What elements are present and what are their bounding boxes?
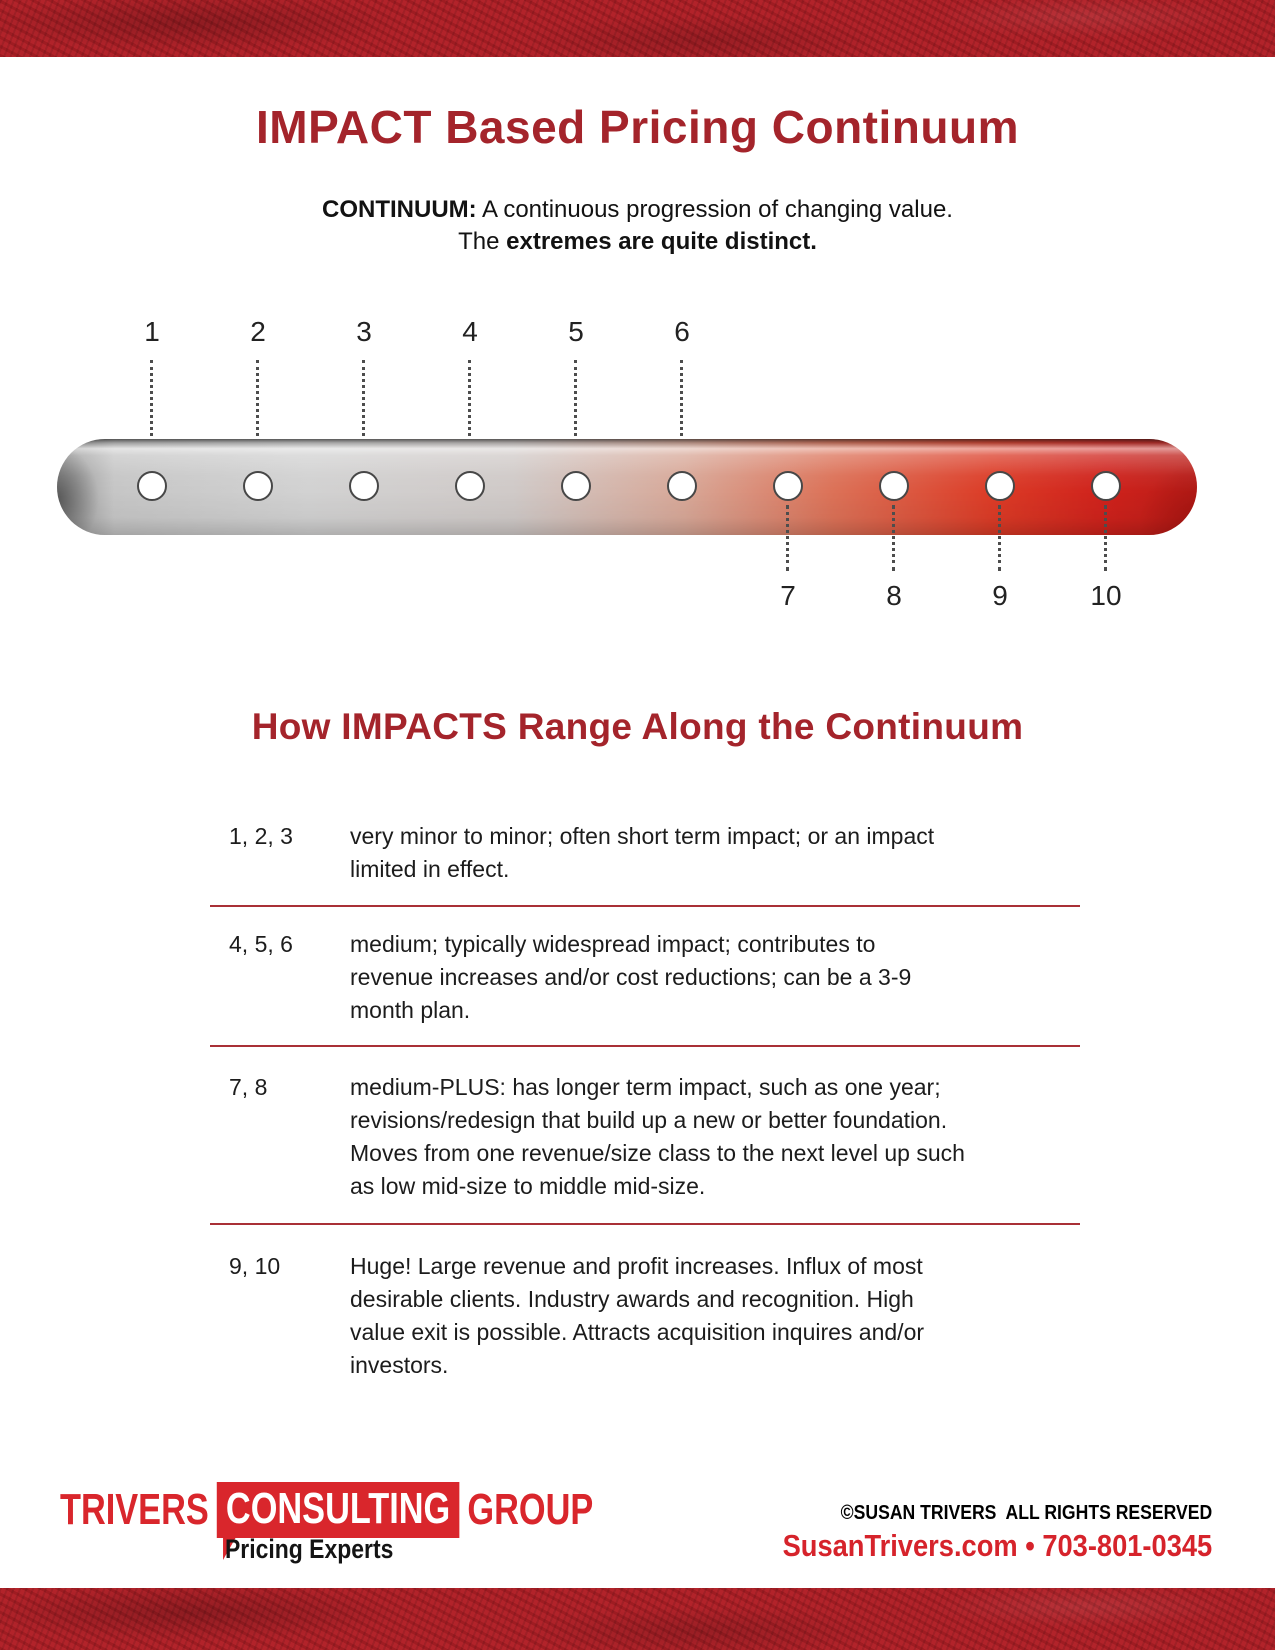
logo-word-trivers: TRIVERS: [60, 1485, 209, 1534]
impact-range-label: 9, 10: [229, 1253, 281, 1279]
subtitle-line2: [458, 228, 817, 255]
impact-range-label: 4, 5, 6: [229, 931, 293, 957]
description-line: Huge! Large revenue and profit increases. Influx of most: [350, 1253, 923, 1279]
scale-label-1: 1: [144, 316, 160, 347]
scale-label-5: 5: [568, 316, 584, 347]
continuum-dot-5: [561, 471, 591, 501]
impact-row-7-8: [210, 1071, 1080, 1203]
scale-label-4: 4: [462, 316, 478, 347]
impact-description: [350, 1071, 1040, 1203]
continuum-dot-9: [985, 471, 1015, 501]
scale-label-2: 2: [250, 316, 266, 347]
description-line: Moves from one revenue/size class to the next level up such: [350, 1140, 965, 1166]
description-line: medium-PLUS: has longer term impact, such as one year;: [350, 1074, 941, 1100]
description-line: month plan.: [350, 997, 471, 1023]
continuum-dot-7: [773, 471, 803, 501]
row-separator: [210, 1045, 1080, 1047]
description-line: limited in effect.: [350, 856, 510, 882]
subtitle: [0, 194, 1275, 258]
impact-description: [350, 928, 1040, 1027]
scale-label-9: 9: [992, 580, 1008, 611]
impact-description: [350, 1250, 1040, 1382]
continuum-dot-1: [137, 471, 167, 501]
leader-line-8: [892, 505, 895, 571]
subtitle-line1: [322, 196, 953, 223]
subtitle-line2-prefix: The: [458, 228, 507, 255]
impact-description: [350, 820, 1040, 886]
scale-label-10: 10: [1090, 580, 1122, 611]
subtitle-line2-bold: extremes are quite distinct.: [506, 228, 817, 255]
copyright-text: ©SUSAN TRIVERS ALL RIGHTS RESERVED: [840, 1502, 1212, 1524]
scale-label-6: 6: [674, 316, 690, 347]
description-line: investors.: [350, 1352, 449, 1378]
continuum-dot-8: [879, 471, 909, 501]
continuum-dot-10: [1091, 471, 1121, 501]
page-title: IMPACT Based Pricing Continuum: [256, 101, 1019, 153]
continuum-dot-4: [455, 471, 485, 501]
logo-word-consulting-box: [217, 1482, 460, 1538]
top-texture-band: [0, 0, 1275, 57]
leader-line-7: [786, 505, 789, 571]
impact-row-4-5-6: [210, 928, 1080, 1027]
bottom-texture-band: [0, 1588, 1275, 1650]
description-line: very minor to minor; often short term impact; or an impact: [350, 823, 935, 849]
description-line: medium; typically widespread impact; contributes to: [350, 931, 876, 957]
impact-range-label: 1, 2, 3: [229, 823, 293, 849]
scale-label-8: 8: [886, 580, 902, 611]
logo-word-group: GROUP: [467, 1485, 594, 1534]
subtitle-line1-rest: A continuous progression of changing value.: [476, 196, 953, 223]
continuum-dot-2: [243, 471, 273, 501]
description-line: value exit is possible. Attracts acquisition inquires and/or: [350, 1319, 925, 1345]
description-line: desirable clients. Industry awards and recognition. High: [350, 1286, 914, 1312]
description-line: revenue increases and/or cost reductions; can be a 3-9: [350, 964, 912, 990]
leader-line-9: [998, 505, 1001, 571]
section-heading: How IMPACTS Range Along the Continuum: [251, 706, 1024, 747]
impact-row-9-10: [210, 1250, 1080, 1382]
logo-tagline: Pricing Experts: [225, 1534, 394, 1564]
subtitle-lead-bold: CONTINUUM:: [322, 196, 477, 223]
row-separator: [210, 905, 1080, 907]
impact-row-1-2-3: [210, 820, 1080, 886]
scale-label-3: 3: [356, 316, 372, 347]
row-separator: [210, 1223, 1080, 1225]
leader-line-10: [1104, 505, 1107, 571]
impact-range-label: 7, 8: [229, 1074, 268, 1100]
logo-word-consulting: CONSULTING: [225, 1484, 451, 1533]
description-line: as low mid-size to middle mid-size.: [350, 1173, 706, 1199]
continuum-gradient-bar: [57, 439, 1197, 535]
continuum-dot-3: [349, 471, 379, 501]
continuum-dot-6: [667, 471, 697, 501]
description-line: revisions/redesign that build up a new or better foundation.: [350, 1107, 948, 1133]
website-and-phone: SusanTrivers.com • 703-801-0345: [782, 1528, 1212, 1563]
scale-label-7: 7: [780, 580, 796, 611]
trivers-consulting-group-logo: [60, 1484, 593, 1536]
